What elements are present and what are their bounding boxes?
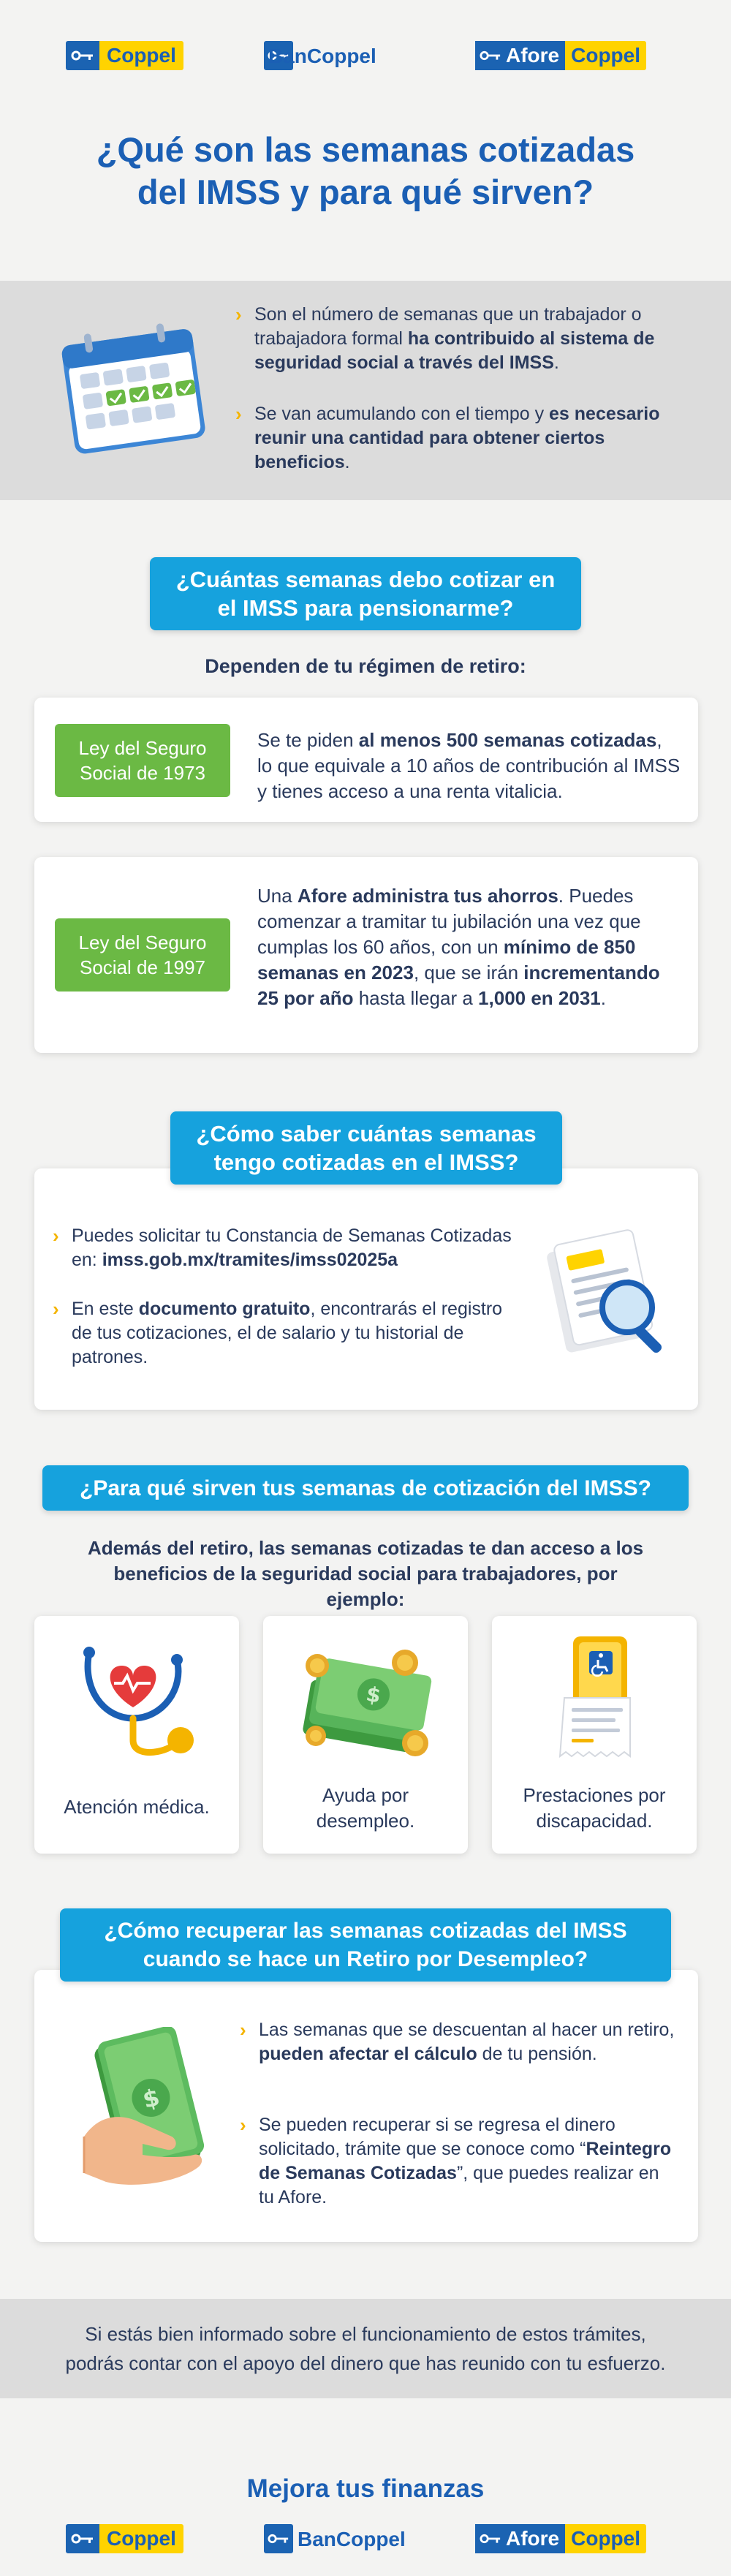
intro-bullet-2 <box>235 402 674 475</box>
intro-bullet-1 <box>235 303 674 375</box>
bancoppel-wordmark: BanCoppel <box>268 44 376 67</box>
afore-wordmark: Afore <box>506 2524 565 2553</box>
section4-bullet-1 <box>240 2018 678 2066</box>
section3-intro: Además del retiro, las semanas cotizadas te dan acceso a los beneficios de la seguridad social para trabajadores, por ejemplo: <box>87 1537 644 1610</box>
section4-bullet-1-text: Las semanas que se descuentan al hacer un retiro, pueden afectar el cálculo de tu pensión. <box>259 2020 675 2064</box>
section4-bullet-2 <box>240 2113 678 2210</box>
key-icon <box>66 41 99 70</box>
chevron-right-icon: › <box>53 1298 59 1320</box>
key-icon <box>264 2524 293 2553</box>
stethoscope-icon <box>60 1638 213 1762</box>
coppel-wordmark: Coppel <box>565 41 646 70</box>
mejora-heading: Mejora tus finanzas <box>246 2474 485 2503</box>
section3-heading: ¿Para qué sirven tus semanas de cotización del IMSS? <box>42 1465 689 1511</box>
section2-bullet-2 <box>53 1297 520 1370</box>
key-icon <box>66 2524 99 2553</box>
section4-heading: ¿Cómo recuperar las semanas cotizadas del IMSS cuando se hace un Retiro por Desempleo? <box>60 1908 671 1982</box>
ley-1997-text: Una Afore administra tus ahorros. Puedes comenzar a tramitar tu jubilación una vez que cumplas los 60 años, con un mínimo de 850 semanas en 2023, que se irán incrementando 25 por año hasta llegar a 1,000 en 2031. <box>257 885 660 1009</box>
chevron-right-icon: › <box>235 303 242 325</box>
section2-heading: ¿Cómo saber cuántas semanas tengo cotizadas en el IMSS? <box>170 1111 562 1185</box>
ley-1973-badge: Ley del Seguro Social de 1973 <box>55 724 230 797</box>
coppel-wordmark: Coppel <box>99 2524 183 2553</box>
title-line-2: del IMSS y para qué sirven? <box>137 173 594 211</box>
ley-1997-badge: Ley del Seguro Social de 1997 <box>55 918 230 992</box>
ley-1973-text: Se te piden al menos 500 semanas cotizadas, lo que equivale a 10 años de contribución al IMSS y tienes acceso a una renta vitalicia. <box>257 729 681 802</box>
afore-coppel-logo[interactable] <box>475 2524 646 2553</box>
afore-coppel-logo[interactable] <box>475 41 646 70</box>
coppel-logo[interactable] <box>66 41 183 70</box>
footer-note: Si estás bien informado sobre el funcionamiento de estos trámites, podrás contar con el apoyo del dinero que has reunido con tu esfuerzo. <box>65 2323 666 2374</box>
chevron-right-icon: › <box>240 2114 246 2136</box>
benefit-unemployment-label: Ayuda por desempleo. <box>316 1784 415 1832</box>
calendar-icon <box>51 314 219 461</box>
intro-bullet-2-text: Se van acumulando con el tiempo y es necesario reunir una cantidad para obtener ciertos beneficios. <box>254 404 660 472</box>
bancoppel-logo[interactable] <box>264 2524 406 2553</box>
afore-wordmark: Afore <box>506 41 565 70</box>
hand-money-icon <box>69 2027 230 2202</box>
title-line-1: ¿Qué son las semanas cotizadas <box>96 130 635 169</box>
section1-subtitle: Dependen de tu régimen de retiro: <box>205 655 526 677</box>
chevron-right-icon: › <box>53 1225 59 1247</box>
section2-bullet-1 <box>53 1224 520 1272</box>
svg-text:$: $ <box>364 1681 383 1708</box>
bancoppel-wordmark: BanCoppel <box>298 2527 406 2550</box>
coppel-logo[interactable] <box>66 2524 183 2553</box>
bancoppel-logo[interactable] <box>264 41 376 70</box>
intro-bullet-1-text: Son el número de semanas que un trabajador o trabajadora formal ha contribuido al sistema de seguridad social a través del IMSS. <box>254 304 655 373</box>
section1-heading: ¿Cuántas semanas debo cotizar en el IMSS para pensionarme? <box>150 557 581 630</box>
key-icon <box>475 2524 506 2553</box>
svg-text:$: $ <box>140 2082 163 2115</box>
chevron-right-icon: › <box>235 403 242 425</box>
disability-document-icon <box>520 1632 667 1767</box>
chevron-right-icon: › <box>240 2019 246 2041</box>
benefit-medical-label: Atención médica. <box>64 1796 210 1818</box>
section4-bullet-2-text: Se pueden recuperar si se regresa el dinero solicitado, trámite que se conoce como “Reintegro de Semanas Cotizadas”, que puedes realizar en tu Afore. <box>259 2115 672 2207</box>
key-icon <box>475 41 506 70</box>
section2-bullet-1-text: Puedes solicitar tu Constancia de Semanas Cotizadas en: imss.gob.mx/tramites/imss02025a <box>72 1225 512 1270</box>
section2-bullet-2-text: En este documento gratuito, encontrarás el registro de tus cotizaciones, el de salario y tu historial de patrones. <box>72 1299 503 1367</box>
coppel-wordmark: Coppel <box>565 2524 646 2553</box>
document-search-icon <box>526 1221 687 1367</box>
money-coins-icon <box>287 1636 447 1768</box>
page-title <box>0 129 731 214</box>
coppel-wordmark: Coppel <box>99 41 183 70</box>
benefit-disability-label: Prestaciones por discapacidad. <box>523 1784 666 1832</box>
